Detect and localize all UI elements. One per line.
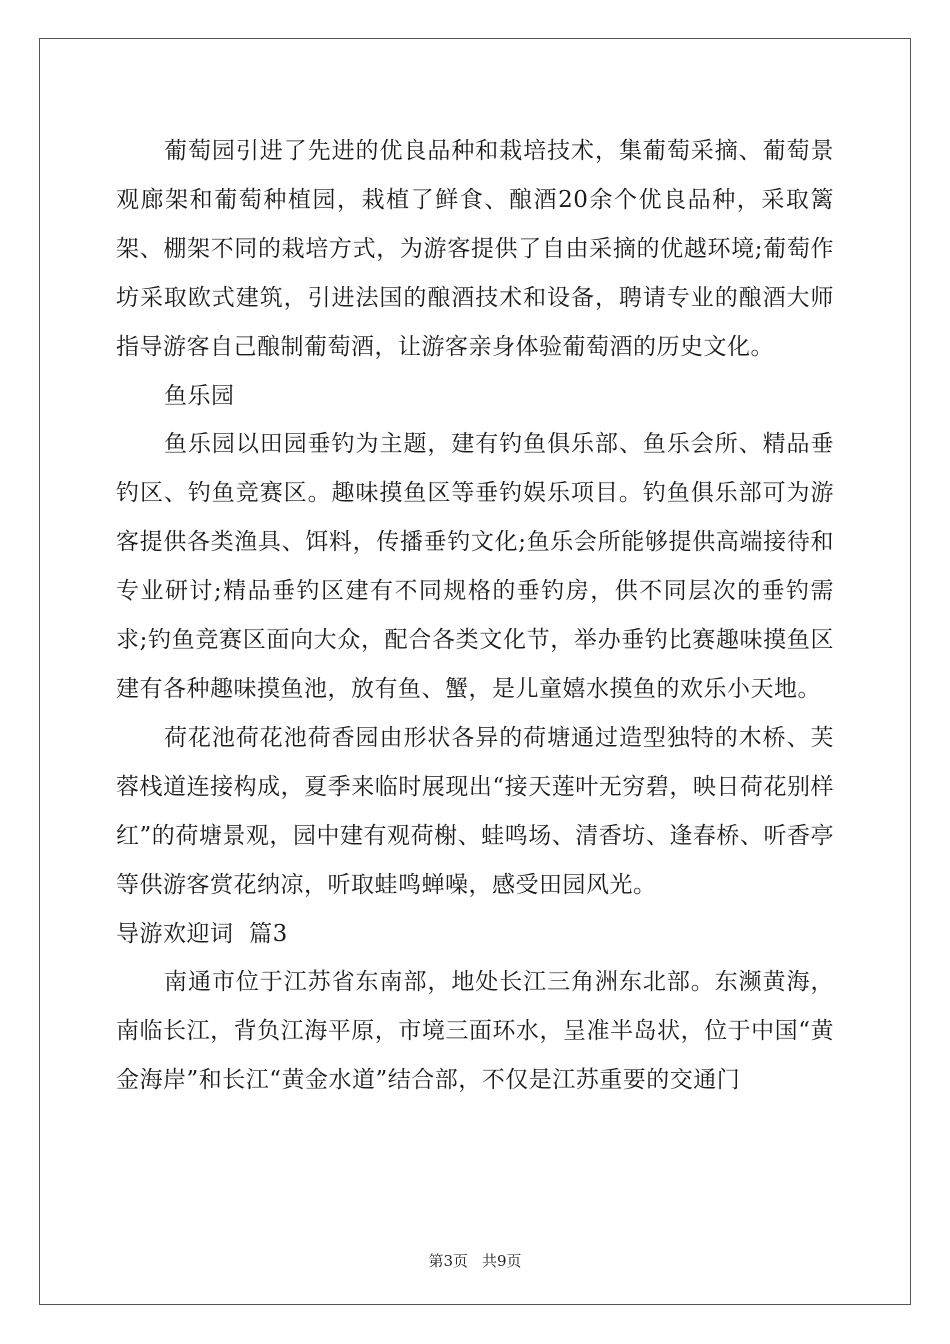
paragraph-nantong: 南通市位于江苏省东南部，地处长江三角洲东北部。东濒黄海，南临长江，背负江海平原，市境三面环水，呈准半岛状，位于中国“黄金海岸”和长江“黄金水道”结合部，不仅是江苏重要的交通门 — [116, 969, 834, 1094]
paragraph-fish-garden: 鱼乐园以田园垂钓为主题，建有钓鱼俱乐部、鱼乐会所、精品垂钓区、钓鱼竞赛区。趣味摸鱼区等垂钓娱乐项目。钓鱼俱乐部可为游客提供各类渔具、饵料，传播垂钓文化;鱼乐会所能够提供高端接待和专业研讨;精品垂钓区建有不同规格的垂钓房，供不同层次的垂钓需求;钓鱼竞赛区面向大众，配合各类文化节，举办垂钓比赛趣味摸鱼区建有各种趣味摸鱼池，放有鱼、蟹，是儿童嬉水摸鱼的欢乐小天地。 — [116, 431, 834, 702]
subheading-fish-garden: 鱼乐园 — [164, 382, 235, 409]
page-number: 第3页 — [428, 1252, 468, 1270]
page-footer — [0, 1250, 950, 1271]
section-heading: 导游欢迎词 篇3 — [116, 920, 288, 947]
page-total: 共9页 — [482, 1252, 522, 1270]
paragraph-grape-garden: 葡萄园引进了先进的优良品种和栽培技术，集葡萄采摘、葡萄景观廊架和葡萄种植园，栽植了鲜食、酿酒20余个优良品种，采取篱架、棚架不同的栽培方式，为游客提供了自由采摘的优越环境;葡萄作坊采取欧式建筑，引进法国的酿酒技术和设备，聘请专业的酿酒大师指导游客自己酿制葡萄酒，让游客亲身体验葡萄酒的历史文化。 — [116, 138, 834, 360]
paragraph-lotus-pond: 荷花池荷花池荷香园由形状各异的荷塘通过造型独特的木桥、芙蓉栈道连接构成，夏季来临时展现出“接天莲叶无穷碧，映日荷花别样红”的荷塘景观，园中建有观荷榭、蛙鸣场、清香坊、逢春桥、听香亭等供游客赏花纳凉，听取蛙鸣蝉噪，感受田园风光。 — [116, 724, 834, 898]
document-body — [116, 127, 834, 1105]
